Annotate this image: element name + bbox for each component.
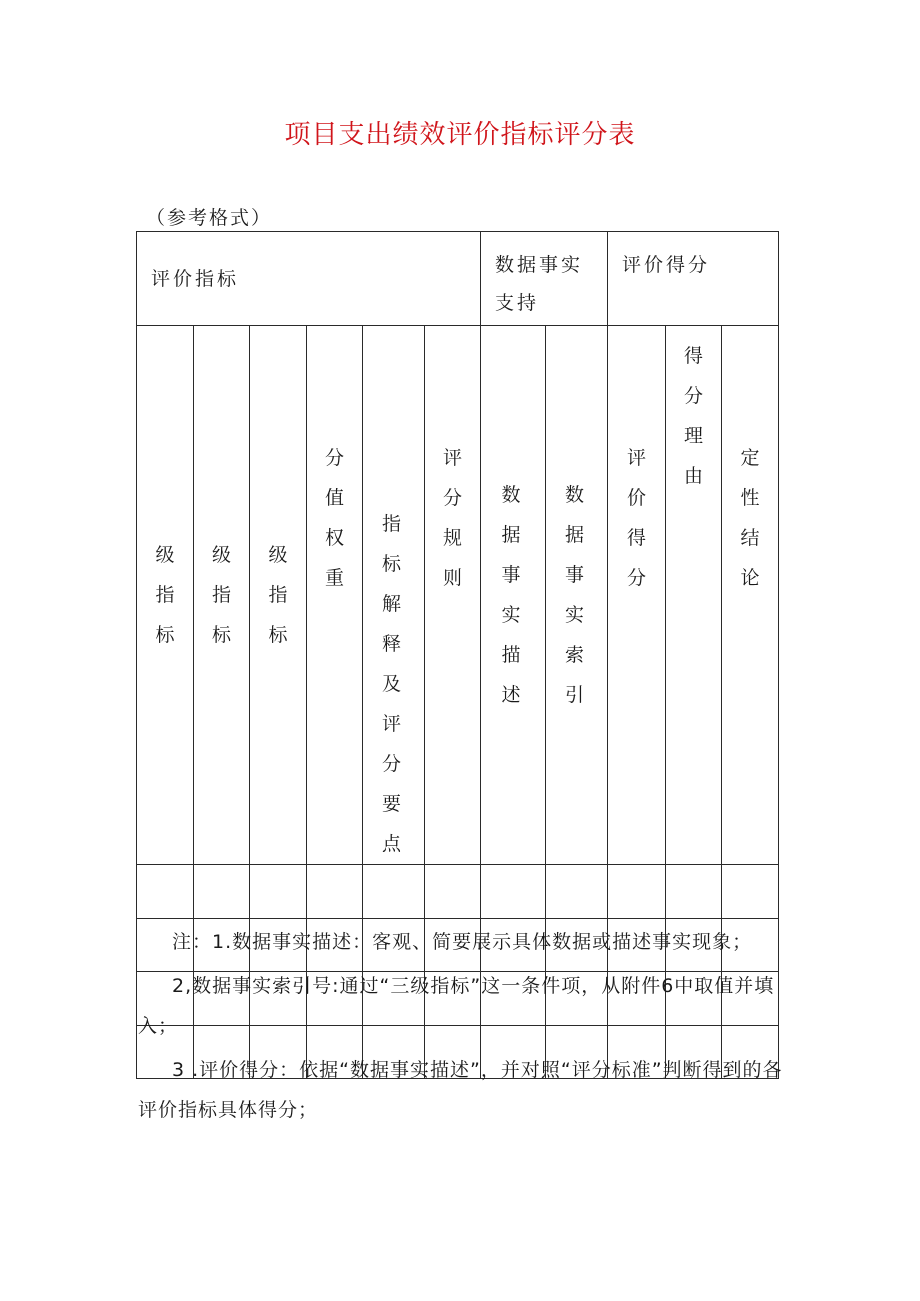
subheader-weight: 分值权重 — [307, 326, 363, 865]
subheader-level1-indicator: 级指标 — [137, 326, 194, 865]
table-cell[interactable] — [250, 865, 307, 919]
table-cell[interactable] — [363, 865, 425, 919]
subheader-scoring-rules: 评分规则 — [425, 326, 481, 865]
subheader-score-reason: 得分理由 — [666, 326, 722, 865]
format-note: （参考格式） — [146, 207, 273, 229]
table-cell[interactable] — [194, 865, 250, 919]
subheader-level2-indicator: 级指标 — [194, 326, 250, 865]
table-row — [137, 865, 779, 919]
table-cell[interactable] — [608, 865, 666, 919]
header-data-fact-support: 数据事实支持 — [481, 232, 608, 326]
note-2: 2,数据事实索引号:通过“三级指标”这一条件项，从附件6中取值并填入； — [138, 975, 775, 1037]
subheader-score: 评价得分 — [608, 326, 666, 865]
table-cell[interactable] — [137, 865, 194, 919]
subheader-level3-indicator: 级指标 — [250, 326, 307, 865]
table-cell[interactable] — [307, 865, 363, 919]
table-cell[interactable] — [481, 865, 546, 919]
header-evaluation-score: 评价得分 — [608, 232, 779, 326]
header-evaluation-indicator: 评价指标 — [137, 232, 481, 326]
table-header-row — [137, 232, 779, 326]
table-cell[interactable] — [666, 865, 722, 919]
subheader-qualitative-conclusion: 定性结论 — [722, 326, 779, 865]
subheader-interpretation: 指标解释及评分要点 — [363, 326, 425, 865]
table-cell[interactable] — [546, 865, 608, 919]
table-cell[interactable] — [722, 865, 779, 919]
table-cell[interactable] — [425, 865, 481, 919]
document-title: 项目支出绩效评价指标评分表 — [284, 120, 636, 150]
table-subheader-row — [137, 326, 779, 865]
notes-section — [138, 922, 788, 1134]
subheader-fact-description: 数据事实描述 — [481, 326, 546, 865]
note-1: 注：1.数据事实描述：客观、简要展示具体数据或描述事实现象； — [172, 931, 753, 953]
note-3: 3 .评价得分：依据“数据事实描述”，并对照“评分标准”判断得到的各评价指标具体得分； — [138, 1059, 783, 1121]
subheader-fact-index: 数据事实索引 — [546, 326, 608, 865]
